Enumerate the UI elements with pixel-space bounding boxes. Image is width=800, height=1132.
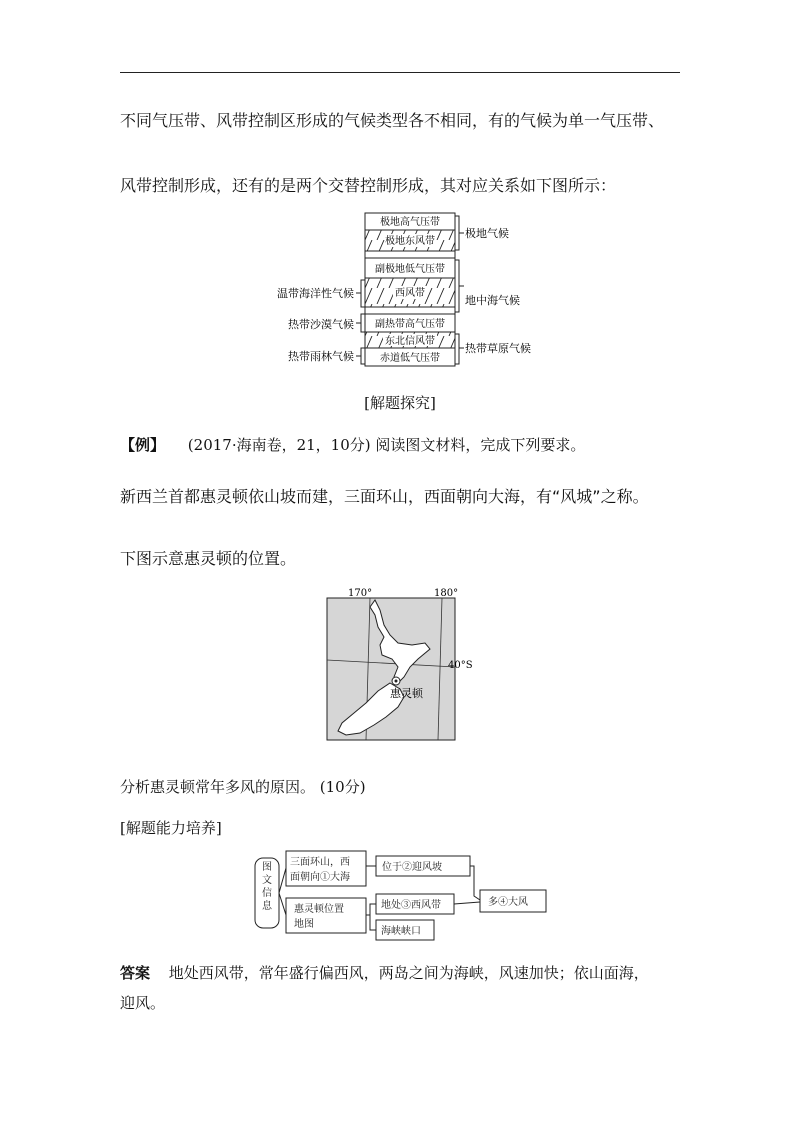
flow-source-text	[262, 861, 273, 912]
city-label: 惠灵顿	[390, 687, 423, 700]
answer-label: 答案	[120, 964, 151, 982]
climate-label-left: 热带雨林气候	[288, 350, 354, 363]
flow-source-char: 图	[262, 862, 272, 873]
band-label: 东北信风带	[385, 336, 435, 347]
band-label: 副极地低气压带	[375, 264, 445, 275]
flow-source-char: 文	[262, 875, 272, 886]
flow-box-b-line1: 惠灵顿位置	[294, 904, 344, 915]
lon-label-170: 170°	[348, 588, 373, 599]
example-instruction: 阅读图文材料，完成下列要求。	[375, 436, 586, 454]
answer-line-2: 迎风。	[120, 994, 166, 1012]
band-label: 西风带	[395, 288, 425, 299]
flow-result-b-text: 地处③西风带	[381, 900, 441, 911]
intro-line-1: 不同气压带、风带控制区形成的气候类型各不相同，有的气候为单一气压带、	[120, 111, 665, 130]
lon-label-180: 180°	[434, 588, 459, 599]
example-tag: 【例】	[120, 436, 166, 454]
top-rule	[120, 72, 680, 73]
flow-source-char: 信	[262, 888, 272, 899]
climate-label-right: 热带草原气候	[465, 342, 531, 355]
flow-final-text: 多④大风	[488, 897, 528, 908]
climate-label-left: 温带海洋性气候	[277, 287, 354, 300]
intro-line-2: 风带控制形成，还有的是两个交替控制形成，其对应关系如下图所示：	[120, 176, 617, 195]
flow-box-b-line2: 地图	[294, 919, 314, 930]
flow-result-c-text: 海峡峡口	[381, 926, 421, 937]
reasoning-flowchart	[250, 846, 570, 946]
climate-label-right: 地中海气候	[465, 294, 520, 307]
answer-text-1: 地处西风带，常年盛行偏西风，两岛之间为海峡，风速加快；依山面海，	[168, 964, 649, 982]
climate-label-left: 热带沙漠气候	[288, 318, 354, 331]
example-line	[120, 434, 585, 455]
wellington-location-map	[320, 585, 480, 745]
band-label: 赤道低气压带	[380, 353, 440, 364]
climate-label-right: 极地气候	[465, 227, 509, 240]
section-explore-heading: [解题探究]	[364, 394, 436, 412]
section-ability-heading: [解题能力培养]	[120, 819, 222, 837]
flow-source-char: 息	[262, 901, 272, 912]
band-label: 极地高气压带	[380, 217, 440, 228]
band-label: 副热带高气压带	[375, 319, 445, 330]
example-text-1: 新西兰首都惠灵顿依山坡而建，三面环山，西面朝向大海，有“风城”之称。	[120, 487, 649, 506]
example-text-2: 下图示意惠灵顿的位置。	[120, 549, 297, 568]
answer-line-1	[120, 962, 649, 983]
belt-climate-diagram	[255, 208, 555, 368]
flow-box-a-line1: 三面环山，西	[290, 857, 350, 868]
band-label: 极地东风带	[385, 236, 435, 247]
flow-box-a-line2: 面朝向①大海	[290, 872, 350, 883]
question-text: 分析惠灵顿常年多风的原因。 (10分)	[120, 778, 366, 796]
flow-result-a-text: 位于②迎风坡	[382, 862, 442, 873]
example-source: (2017·海南卷，21，10分)	[187, 436, 371, 454]
lat-label-40s: 40°S	[448, 660, 473, 671]
